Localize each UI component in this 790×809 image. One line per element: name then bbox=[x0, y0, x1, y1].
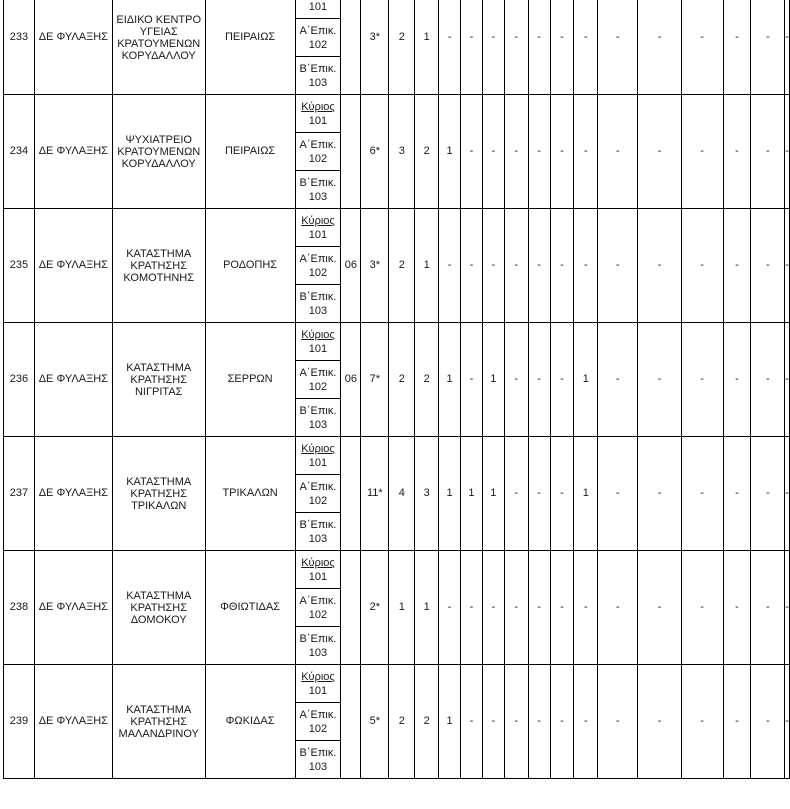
position-label: Β΄Επικ. bbox=[299, 518, 337, 531]
count-cell: - bbox=[460, 551, 482, 665]
position-label: Α΄Επικ. bbox=[299, 138, 337, 151]
position-code: 102 bbox=[308, 38, 328, 51]
row-number: 235 bbox=[4, 209, 35, 323]
position-label: Κύριος bbox=[301, 214, 335, 227]
position-label: Β΄Επικ. bbox=[299, 290, 337, 303]
count-cell: 1 bbox=[482, 323, 504, 437]
count-cell: - bbox=[638, 665, 682, 779]
count-cell: - bbox=[785, 437, 790, 551]
table-row bbox=[4, 209, 790, 247]
row-number: 239 bbox=[4, 665, 35, 779]
count-cell: - bbox=[574, 209, 598, 323]
count-cell: 1 bbox=[439, 665, 461, 779]
position-a bbox=[295, 475, 341, 513]
position-label: Α΄Επικ. bbox=[299, 594, 337, 607]
total-positions: 3* bbox=[361, 209, 389, 323]
count-cell: - bbox=[681, 209, 723, 323]
position-a bbox=[295, 589, 341, 627]
position-label: Α΄Επικ. bbox=[299, 480, 337, 493]
region-code bbox=[341, 95, 361, 209]
count-cell: 2 bbox=[415, 323, 439, 437]
area-name: ΠΕΙΡΑΙΩΣ bbox=[205, 0, 295, 95]
position-code: 102 bbox=[308, 380, 328, 393]
count-cell: - bbox=[550, 0, 574, 95]
count-cell: 1 bbox=[415, 551, 439, 665]
position-code: 102 bbox=[308, 608, 328, 621]
count-cell: - bbox=[598, 437, 638, 551]
position-label: Β΄Επικ. bbox=[299, 404, 337, 417]
service-name: ΨΥΧΙΑΤΡΕΙΟ ΚΡΑΤΟΥΜΕΝΩΝ ΚΟΡΥΔΑΛΛΟΥ bbox=[112, 95, 205, 209]
count-cell: - bbox=[598, 209, 638, 323]
total-positions: 3* bbox=[361, 0, 389, 95]
count-cell: 2 bbox=[389, 665, 415, 779]
count-cell: 1 bbox=[439, 323, 461, 437]
count-cell: - bbox=[528, 437, 550, 551]
count-cell: - bbox=[723, 209, 751, 323]
area-name: ΤΡΙΚΑΛΩΝ bbox=[205, 437, 295, 551]
count-cell: - bbox=[751, 323, 785, 437]
position-label: Κύριος bbox=[301, 556, 335, 569]
position-label: Β΄Επικ. bbox=[299, 632, 337, 645]
position-a bbox=[295, 361, 341, 399]
row-number: 233 bbox=[4, 0, 35, 95]
count-cell: - bbox=[638, 323, 682, 437]
position-label: Κύριος bbox=[301, 442, 335, 455]
count-cell: - bbox=[550, 323, 574, 437]
count-cell: - bbox=[550, 95, 574, 209]
count-cell: - bbox=[482, 551, 504, 665]
total-positions: 6* bbox=[361, 95, 389, 209]
position-code: 101 bbox=[308, 570, 328, 583]
count-cell: - bbox=[482, 0, 504, 95]
position-code: 102 bbox=[308, 722, 328, 735]
position-code: 101 bbox=[308, 0, 328, 13]
count-cell: - bbox=[785, 665, 790, 779]
count-cell: 1 bbox=[574, 323, 598, 437]
area-name: ΣΕΡΡΩΝ bbox=[205, 323, 295, 437]
count-cell: - bbox=[482, 95, 504, 209]
position-code: 103 bbox=[308, 646, 328, 659]
count-cell: - bbox=[723, 551, 751, 665]
count-cell: 2 bbox=[415, 95, 439, 209]
position-b bbox=[295, 627, 341, 665]
position-b bbox=[295, 171, 341, 209]
count-cell: 1 bbox=[439, 437, 461, 551]
count-cell: - bbox=[751, 665, 785, 779]
count-cell: - bbox=[723, 0, 751, 95]
service-name: ΚΑΤΑΣΤΗΜΑ ΚΡΑΤΗΣΗΣ ΔΟΜΟΚΟΥ bbox=[112, 551, 205, 665]
position-type: ΔΕ ΦΥΛΑΞΗΣ bbox=[34, 95, 112, 209]
count-cell: - bbox=[504, 0, 528, 95]
position-code: 101 bbox=[308, 342, 328, 355]
region-code: 06 bbox=[341, 209, 361, 323]
count-cell: - bbox=[723, 665, 751, 779]
count-cell: - bbox=[574, 95, 598, 209]
count-cell: - bbox=[504, 665, 528, 779]
count-cell: 4 bbox=[389, 437, 415, 551]
count-cell: - bbox=[681, 0, 723, 95]
count-cell: - bbox=[751, 437, 785, 551]
count-cell: - bbox=[638, 0, 682, 95]
position-main bbox=[295, 665, 341, 703]
table-row bbox=[4, 437, 790, 475]
count-cell: - bbox=[785, 323, 790, 437]
count-cell: - bbox=[528, 323, 550, 437]
count-cell: 1 bbox=[460, 437, 482, 551]
position-label: Κύριος bbox=[301, 100, 335, 113]
count-cell: - bbox=[439, 551, 461, 665]
position-main bbox=[295, 209, 341, 247]
count-cell: - bbox=[751, 209, 785, 323]
position-b bbox=[295, 513, 341, 551]
row-number: 237 bbox=[4, 437, 35, 551]
count-cell: 1 bbox=[415, 0, 439, 95]
count-cell: 1 bbox=[389, 551, 415, 665]
count-cell: - bbox=[574, 665, 598, 779]
count-cell: - bbox=[439, 209, 461, 323]
count-cell: - bbox=[598, 323, 638, 437]
count-cell: - bbox=[681, 665, 723, 779]
total-positions: 11* bbox=[361, 437, 389, 551]
count-cell: - bbox=[723, 437, 751, 551]
count-cell: - bbox=[482, 209, 504, 323]
count-cell: - bbox=[460, 323, 482, 437]
count-cell: - bbox=[681, 323, 723, 437]
count-cell: - bbox=[460, 95, 482, 209]
count-cell: - bbox=[751, 551, 785, 665]
table-row bbox=[4, 0, 790, 19]
position-main bbox=[295, 323, 341, 361]
position-label: Β΄Επικ. bbox=[299, 62, 337, 75]
position-type: ΔΕ ΦΥΛΑΞΗΣ bbox=[34, 323, 112, 437]
count-cell: - bbox=[785, 95, 790, 209]
region-code bbox=[341, 437, 361, 551]
count-cell: - bbox=[681, 551, 723, 665]
position-main bbox=[295, 0, 341, 19]
position-label: Κύριος bbox=[301, 670, 335, 683]
count-cell: - bbox=[681, 95, 723, 209]
position-a bbox=[295, 703, 341, 741]
table-body bbox=[4, 0, 790, 779]
count-cell: - bbox=[504, 437, 528, 551]
count-cell: - bbox=[550, 551, 574, 665]
position-label: Κύριος bbox=[301, 328, 335, 341]
area-name: ΦΘΙΩΤΙΔΑΣ bbox=[205, 551, 295, 665]
area-name: ΡΟΔΟΠΗΣ bbox=[205, 209, 295, 323]
count-cell: 2 bbox=[389, 0, 415, 95]
count-cell: - bbox=[460, 209, 482, 323]
position-code: 103 bbox=[308, 190, 328, 203]
count-cell: - bbox=[751, 95, 785, 209]
count-cell: - bbox=[598, 0, 638, 95]
position-a bbox=[295, 133, 341, 171]
table-row bbox=[4, 551, 790, 589]
count-cell: - bbox=[574, 551, 598, 665]
service-name: ΚΑΤΑΣΤΗΜΑ ΚΡΑΤΗΣΗΣ ΤΡΙΚΑΛΩΝ bbox=[112, 437, 205, 551]
count-cell: - bbox=[574, 0, 598, 95]
position-code: 102 bbox=[308, 152, 328, 165]
total-positions: 5* bbox=[361, 665, 389, 779]
count-cell: 2 bbox=[389, 323, 415, 437]
position-code: 101 bbox=[308, 456, 328, 469]
region-code bbox=[341, 551, 361, 665]
position-main bbox=[295, 95, 341, 133]
position-code: 102 bbox=[308, 266, 328, 279]
position-main bbox=[295, 551, 341, 589]
region-code bbox=[341, 665, 361, 779]
count-cell: - bbox=[528, 551, 550, 665]
position-label: Β΄Επικ. bbox=[299, 176, 337, 189]
position-b bbox=[295, 285, 341, 323]
position-code: 103 bbox=[308, 760, 328, 773]
area-name: ΠΕΙΡΑΙΩΣ bbox=[205, 95, 295, 209]
count-cell: - bbox=[504, 209, 528, 323]
count-cell: - bbox=[504, 95, 528, 209]
count-cell: - bbox=[528, 95, 550, 209]
positions-table bbox=[3, 0, 790, 779]
count-cell: - bbox=[550, 665, 574, 779]
count-cell: 1 bbox=[439, 95, 461, 209]
position-code: 101 bbox=[308, 684, 328, 697]
count-cell: - bbox=[785, 209, 790, 323]
position-a bbox=[295, 247, 341, 285]
count-cell: - bbox=[550, 437, 574, 551]
service-name: ΚΑΤΑΣΤΗΜΑ ΚΡΑΤΗΣΗΣ ΝΙΓΡΙΤΑΣ bbox=[112, 323, 205, 437]
position-type: ΔΕ ΦΥΛΑΞΗΣ bbox=[34, 0, 112, 95]
count-cell: 1 bbox=[482, 437, 504, 551]
count-cell: - bbox=[482, 665, 504, 779]
count-cell: - bbox=[638, 209, 682, 323]
position-label: Α΄Επικ. bbox=[299, 24, 337, 37]
position-label: Α΄Επικ. bbox=[299, 252, 337, 265]
position-a bbox=[295, 19, 341, 57]
count-cell: - bbox=[785, 551, 790, 665]
position-type: ΔΕ ΦΥΛΑΞΗΣ bbox=[34, 437, 112, 551]
position-type: ΔΕ ΦΥΛΑΞΗΣ bbox=[34, 209, 112, 323]
count-cell: - bbox=[638, 95, 682, 209]
service-name: ΕΙΔΙΚΟ ΚΕΝΤΡΟ ΥΓΕΙΑΣ ΚΡΑΤΟΥΜΕΝΩΝ ΚΟΡΥΔΑΛΛΟΥ bbox=[112, 0, 205, 95]
count-cell: - bbox=[460, 0, 482, 95]
position-code: 103 bbox=[308, 532, 328, 545]
count-cell: - bbox=[504, 551, 528, 665]
position-code: 103 bbox=[308, 304, 328, 317]
count-cell: - bbox=[785, 0, 790, 95]
count-cell: 1 bbox=[415, 209, 439, 323]
count-cell: - bbox=[598, 551, 638, 665]
count-cell: 3 bbox=[389, 95, 415, 209]
table-row bbox=[4, 323, 790, 361]
count-cell: 2 bbox=[389, 209, 415, 323]
position-code: 101 bbox=[308, 114, 328, 127]
count-cell: - bbox=[638, 437, 682, 551]
position-label: Β΄Επικ. bbox=[299, 746, 337, 759]
count-cell: - bbox=[681, 437, 723, 551]
count-cell: 2 bbox=[415, 665, 439, 779]
count-cell: - bbox=[598, 95, 638, 209]
service-name: ΚΑΤΑΣΤΗΜΑ ΚΡΑΤΗΣΗΣ ΜΑΛΑΝΔΡΙΝΟΥ bbox=[112, 665, 205, 779]
position-type: ΔΕ ΦΥΛΑΞΗΣ bbox=[34, 665, 112, 779]
position-label: Α΄Επικ. bbox=[299, 708, 337, 721]
count-cell: - bbox=[723, 95, 751, 209]
count-cell: - bbox=[504, 323, 528, 437]
row-number: 238 bbox=[4, 551, 35, 665]
count-cell: - bbox=[460, 665, 482, 779]
service-name: ΚΑΤΑΣΤΗΜΑ ΚΡΑΤΗΣΗΣ ΚΟΜΟΤΗΝΗΣ bbox=[112, 209, 205, 323]
count-cell: 1 bbox=[574, 437, 598, 551]
area-name: ΦΩΚΙΔΑΣ bbox=[205, 665, 295, 779]
position-b bbox=[295, 741, 341, 779]
position-code: 103 bbox=[308, 76, 328, 89]
count-cell: - bbox=[528, 0, 550, 95]
total-positions: 2* bbox=[361, 551, 389, 665]
position-label: Α΄Επικ. bbox=[299, 366, 337, 379]
count-cell: - bbox=[439, 0, 461, 95]
region-code bbox=[341, 0, 361, 95]
count-cell: 3 bbox=[415, 437, 439, 551]
position-main bbox=[295, 437, 341, 475]
count-cell: - bbox=[550, 209, 574, 323]
count-cell: - bbox=[723, 323, 751, 437]
position-b bbox=[295, 399, 341, 437]
region-code: 06 bbox=[341, 323, 361, 437]
count-cell: - bbox=[598, 665, 638, 779]
position-type: ΔΕ ΦΥΛΑΞΗΣ bbox=[34, 551, 112, 665]
total-positions: 7* bbox=[361, 323, 389, 437]
position-code: 101 bbox=[308, 228, 328, 241]
count-cell: - bbox=[528, 209, 550, 323]
count-cell: - bbox=[751, 0, 785, 95]
count-cell: - bbox=[638, 551, 682, 665]
row-number: 234 bbox=[4, 95, 35, 209]
count-cell: - bbox=[528, 665, 550, 779]
table-row bbox=[4, 95, 790, 133]
position-code: 102 bbox=[308, 494, 328, 507]
position-code: 103 bbox=[308, 418, 328, 431]
position-b bbox=[295, 57, 341, 95]
table-row bbox=[4, 665, 790, 703]
row-number: 236 bbox=[4, 323, 35, 437]
